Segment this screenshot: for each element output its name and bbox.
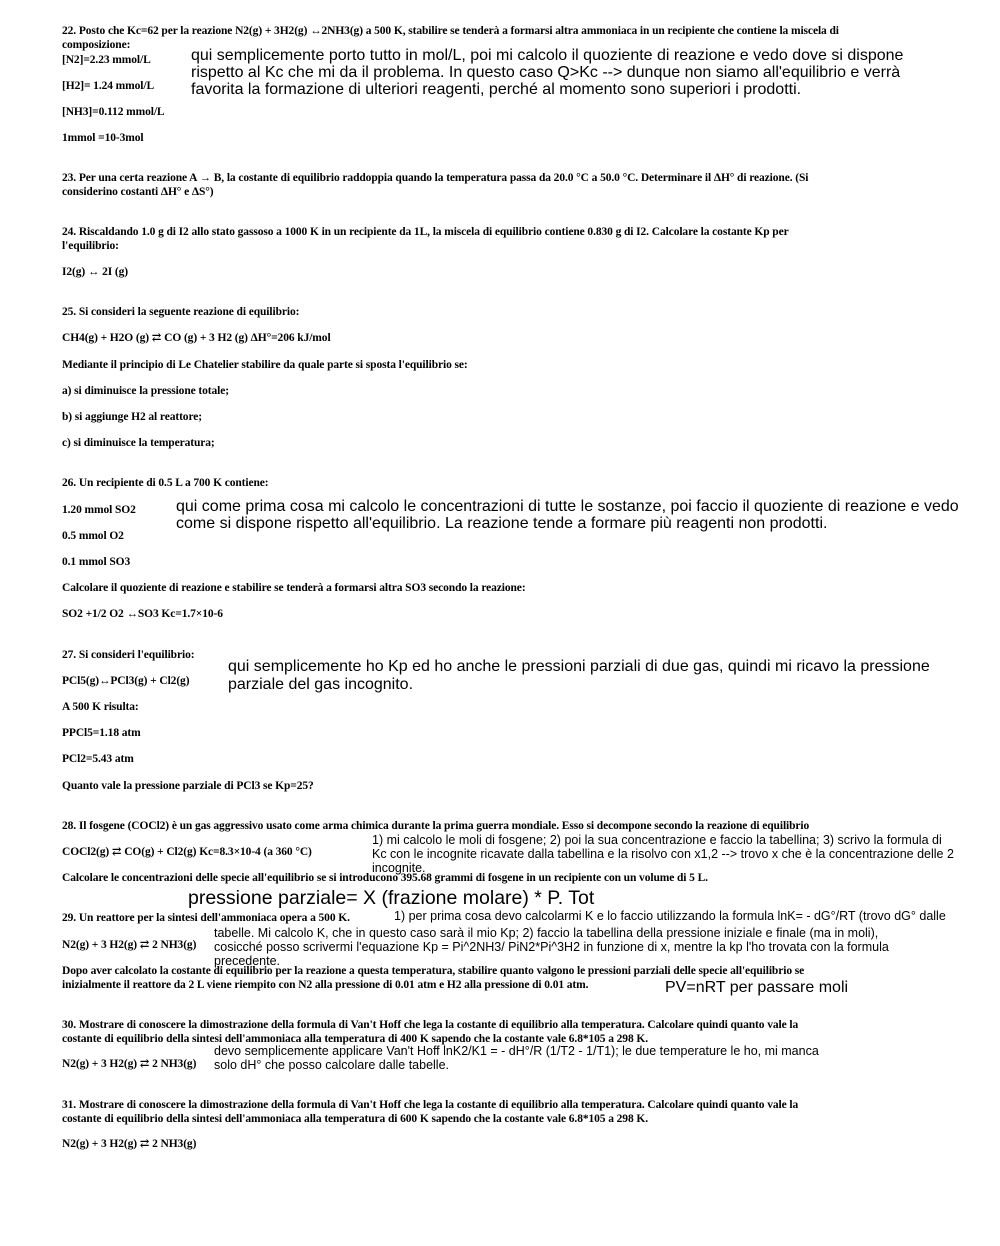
q28-line1: 28. Il fosgene (COCl2) è un gas aggressivo usato come arma chimica durante la prima guerra mondiale. Esso si decompone secondo la reazione di equilibrio	[62, 820, 810, 832]
q22-nh3: [NH3]=0.112 mmol/L	[62, 106, 165, 118]
q31-line1: 31. Mostrare di conoscere la dimostrazione della formula di Van't Hoff che lega la costante di equilibrio alla temperatura. Calcolare quindi quanto vale la	[62, 1099, 799, 1111]
q26-reaction: SO2 +1/2 O2 ↔SO3 Kc=1.7×10-6	[62, 608, 223, 620]
q30-note-1: devo semplicemente applicare Van't Hoff lnK2/K1 = - dH°/R (1/T2 - 1/T1); le due temperature le ho, mi manca	[214, 1044, 819, 1058]
q25-intro: Mediante il principio di Le Chatelier stabilire da quale parte si sposta l'equilibrio se:	[62, 359, 468, 371]
q31-line2: costante di equilibrio della sintesi dell'ammoniaca alla temperatura di 600 K sapendo che la costante vale 6.8*105 a 298 K.	[62, 1113, 649, 1125]
q23-line2: considerino costanti ΔH° e ΔS°)	[62, 186, 214, 198]
q29-note-1: 1) per prima cosa devo calcolarmi K e lo faccio utilizzando la formula lnK= - dG°/RT (trovo dG° dalle	[394, 909, 946, 923]
q28-ask: Calcolare le concentrazioni delle specie all'equilibrio se si introducono 395.68 grammi di fosgene in un recipiente con un volume di 5 L.	[62, 872, 708, 884]
q29-pv-note: PV=nRT per passare moli	[665, 979, 849, 996]
q27-pcl2: PCl2=5.43 atm	[62, 753, 134, 765]
q31-reaction: N2(g) + 3 H2(g) ⇄ 2 NH3(g)	[62, 1138, 197, 1150]
q22-n2: [N2]=2.23 mmol/L	[62, 54, 151, 66]
q26-o2: 0.5 mmol O2	[62, 530, 124, 542]
q22-line2: composizione:	[62, 39, 131, 51]
q29-big-note: pressione parziale= X (frazione molare) * P. Tot	[188, 887, 595, 909]
q25-line1: 25. Si consideri la seguente reazione di equilibrio:	[62, 306, 300, 318]
q27-line1: 27. Si consideri l'equilibrio:	[62, 649, 195, 661]
q30-reaction: N2(g) + 3 H2(g) ⇄ 2 NH3(g)	[62, 1058, 197, 1070]
q26-line1: 26. Un recipiente di 0.5 L a 700 K contiene:	[62, 477, 269, 489]
q26-ask: Calcolare il quoziente di reazione e stabilire se tenderà a formarsi altra SO3 secondo la reazione:	[62, 582, 526, 594]
q22-note-3: favorita la formazione di ulteriori reagenti, perché al momento sono superiori i prodotti.	[191, 81, 802, 98]
q25-c: c) si diminuisce la temperatura;	[62, 437, 215, 449]
q22-note-2: rispetto al Kc che mi da il problema. In questo caso Q>Kc --> dunque non siamo all'equilibrio e verrà	[191, 64, 901, 81]
q30-line1: 30. Mostrare di conoscere la dimostrazione della formula di Van't Hoff che lega la costante di equilibrio alla temperatura. Calcolare quindi quanto vale la	[62, 1019, 799, 1031]
q28-note-2: Kc con le incognite ricavate dalla tabellina e la risolvo con x1,2 --> trovo x che è la concentrazione delle 2	[372, 847, 954, 861]
q29-reaction: N2(g) + 3 H2(g) ⇄ 2 NH3(g)	[62, 939, 197, 951]
q30-line2: costante di equilibrio della sintesi dell'ammoniaca alla temperatura di 400 K sapendo che la costante vale 6.8*105 a 298 K.	[62, 1033, 649, 1045]
q27-ask: Quanto vale la pressione parziale di PCl3 se Kp=25?	[62, 780, 314, 792]
q26-so3: 0.1 mmol SO3	[62, 556, 131, 568]
q26-so2: 1.20 mmol SO2	[62, 504, 136, 516]
q29-note-2: tabelle. Mi calcolo K, che in questo caso sarà il mio Kp; 2) faccio la tabellina della pressione iniziale e finale (ma in moli),	[214, 926, 879, 940]
q28-reaction: COCl2(g) ⇄ CO(g) + Cl2(g) Kc=8.3×10-4 (a 360 °C)	[62, 846, 312, 858]
q22-h2: [H2]= 1.24 mmol/L	[62, 80, 155, 92]
q22-mmol: 1mmol =10-3mol	[62, 132, 144, 144]
q29-note-3: cosicché posso scrivermi l'equazione Kp = Pi^2NH3/ PiN2*Pi^3H2 in funzione di x, mentre la kp l'ho trovata con la formula	[214, 940, 889, 954]
q29-ask1: Dopo aver calcolato la costante di equilibrio per la reazione a questa temperatura, stabilire quanto valgono le pressioni parziali delle specie all'equilibrio se	[62, 965, 805, 977]
q29-ask2: inizialmente il reattore da 2 L viene riempito con N2 alla pressione di 0.01 atm e H2 alla pressione di 0.01 atm.	[62, 979, 589, 991]
q27-ppcl5: PPCl5=1.18 atm	[62, 727, 141, 739]
q24-reaction: I2(g) ↔ 2I (g)	[62, 266, 128, 278]
q29-note-4: precedente.	[214, 954, 281, 968]
q24-line2: l'equilibrio:	[62, 240, 119, 252]
q27-temp: A 500 K risulta:	[62, 701, 139, 713]
q27-reaction: PCl5(g)↔PCl3(g) + Cl2(g)	[62, 675, 190, 687]
q24-line1: 24. Riscaldando 1.0 g di I2 allo stato gassoso a 1000 K in un recipiente da 1L, la miscela di equilibrio contiene 0.830 g di I2. Calcolare la costante Kp per	[62, 226, 789, 238]
q25-reaction: CH4(g) + H2O (g) ⇄ CO (g) + 3 H2 (g) ΔH°=206 kJ/mol	[62, 332, 331, 344]
q26-note-1: qui come prima cosa mi calcolo le concentrazioni di tutte le sostanze, poi faccio il quoziente di reazione e vedo	[176, 498, 959, 515]
q30-note-2: solo dH° che posso calcolare dalle tabelle.	[214, 1058, 449, 1072]
q28-note-3: incognite.	[372, 861, 426, 875]
q23-line1: 23. Per una certa reazione A → B, la costante di equilibrio raddoppia quando la temperatura passa da 20.0 °C a 50.0 °C. Determinare il ΔH° di reazione. (Si	[62, 172, 809, 184]
q25-a: a) si diminuisce la pressione totale;	[62, 385, 229, 397]
q26-note-2: come si dispone rispetto all'equilibrio. La reazione tende a formare più reagenti non prodotti.	[176, 515, 828, 532]
q29-line1: 29. Un reattore per la sintesi dell'ammoniaca opera a 500 K.	[62, 912, 350, 924]
q22-note-1: qui semplicemente porto tutto in mol/L, poi mi calcolo il quoziente di reazione e vedo dove si dispone	[191, 47, 904, 64]
q27-note-1: qui semplicemente ho Kp ed ho anche le pressioni parziali di due gas, quindi mi ricavo la pressione	[228, 658, 930, 675]
q27-note-2: parziale del gas incognito.	[228, 676, 414, 693]
q22-line1: 22. Posto che Kc=62 per la reazione N2(g) + 3H2(g) ↔2NH3(g) a 500 K, stabilire se tenderà a formarsi altra ammoniaca in un recipiente che contiene la miscela di	[62, 25, 839, 37]
q28-note-1: 1) mi calcolo le moli di fosgene; 2) poi la sua concentrazione e faccio la tabellina; 3) scrivo la formula di	[372, 833, 942, 847]
q25-b: b) si aggiunge H2 al reattore;	[62, 411, 202, 423]
